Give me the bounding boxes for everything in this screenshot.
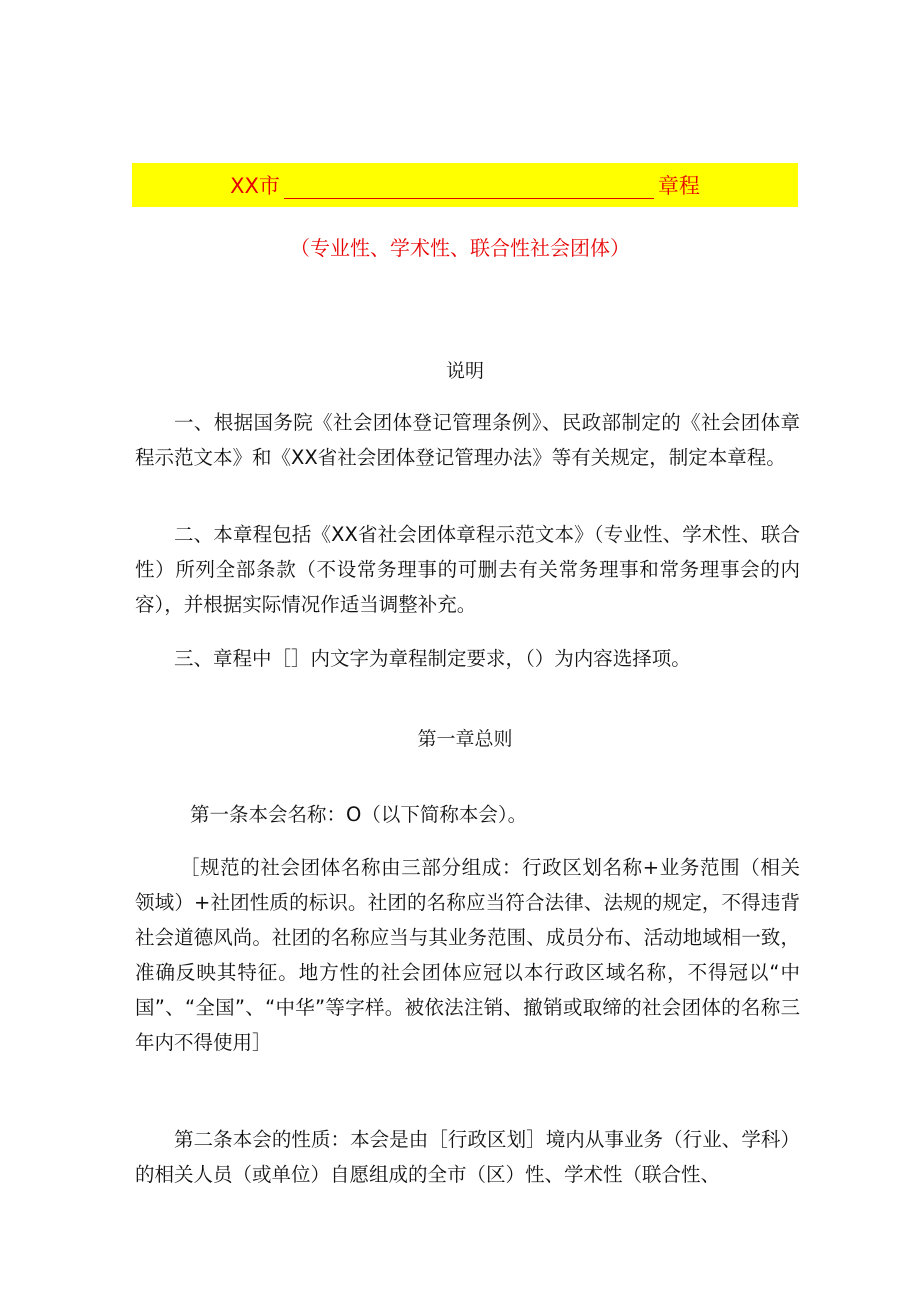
title-blank-line (284, 172, 654, 199)
note-paragraph-2: 二、本章程包括《XX省社会团体章程示范文本》（专业性、学术性、联合性）所列全部条款（不设常务理事的可删去有关常务理事和常务理事会的内容），并根据实际情况作适当调整补充。 (135, 523, 800, 616)
document-subtitle: （专业性、学术性、联合性社会团体） (290, 236, 630, 260)
article-1: 第一条本会名称：O（以下简称本会）。 (190, 803, 528, 826)
title-prefix: XX市 (230, 174, 280, 198)
document-title (132, 163, 798, 207)
article-2: 第二条本会的性质：本会是由［行政区划］境内从事业务（行业、学科）的相关人员（或单位）自愿组成的全市（区）性、学术性（联合性、 (135, 1128, 800, 1186)
title-suffix: 章程 (657, 174, 700, 198)
chapter-heading: 第一章总则 (417, 728, 513, 750)
article-1-note: ［规范的社会团体名称由三部分组成：行政区划名称+业务范围（相关领域）+社团性质的标识。社团的名称应当符合法律、法规的规定，不得违背社会道德风尚。社团的名称应当与其业务范围、成员分布、活动地域相一致，准确反映其特征。地方性的社会团体应冠以本行政区域名称，不得冠以“中国”、“全国”、“中华”等字样。被依法注销、撤销或取缔的社会团体的名称三年内不得使用］ (135, 856, 800, 1054)
note-heading: 说明 (445, 360, 484, 382)
note-paragraph-1: 一、根据国务院《社会团体登记管理条例》、民政部制定的《社会团体章程示范文本》和《XX省社会团体登记管理办法》等有关规定，制定本章程。 (135, 411, 800, 469)
note-paragraph-3: 三、章程中［］内文字为章程制定要求，（）为内容选择项。 (174, 647, 691, 670)
